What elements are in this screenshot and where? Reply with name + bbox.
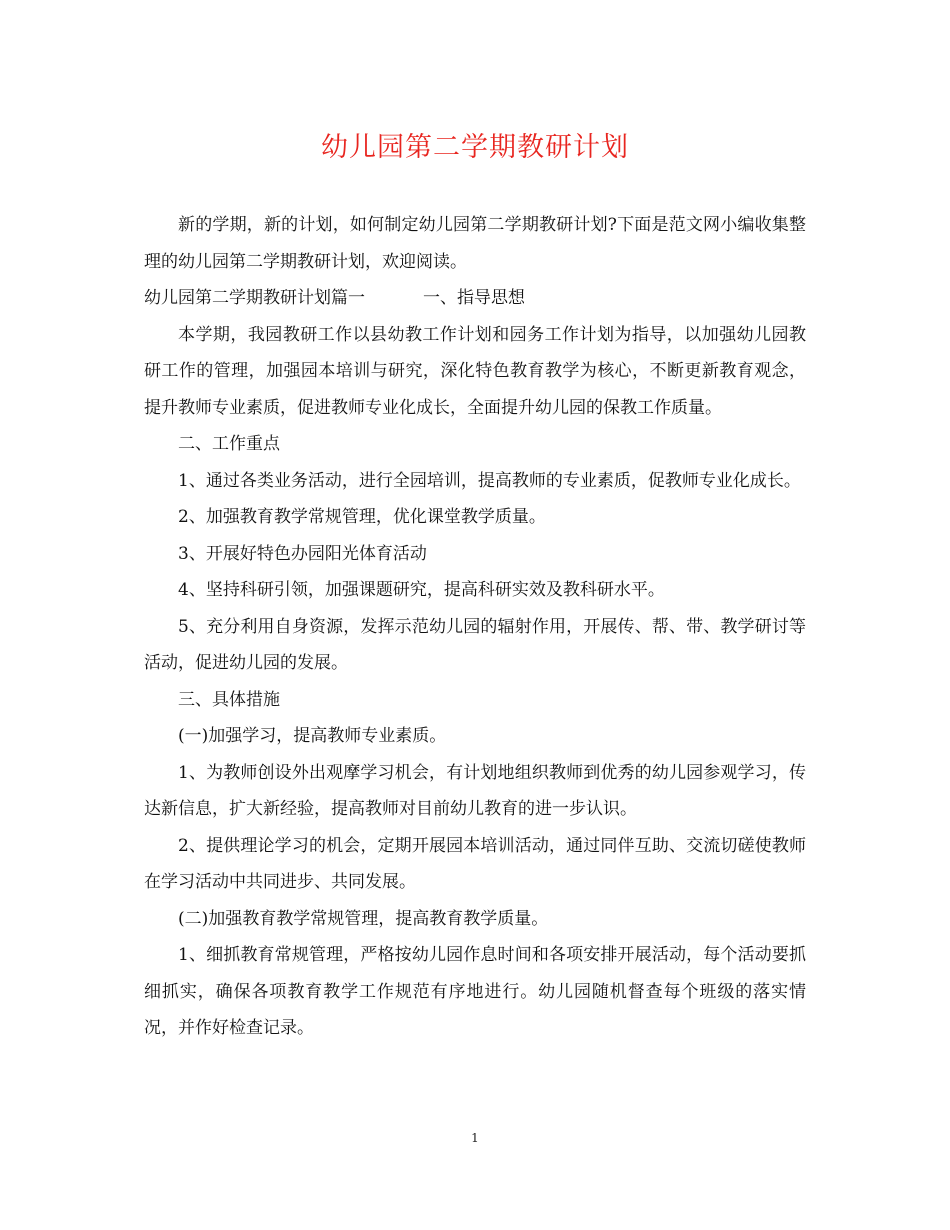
list-item: 1、为教师创设外出观摩学习机会，有计划地组织教师到优秀的幼儿园参观学习，传达新信息，扩大新经验，提高教师对目前幼儿教育的进一步认识。: [144, 762, 806, 819]
page-number: 1: [471, 1131, 479, 1145]
heading-work-focus: 二、工作重点: [178, 434, 280, 454]
subheading-learning: (一)加强学习，提高教师专业素质。: [178, 726, 447, 746]
document-title: 幼儿园第二学期教研计划: [321, 132, 629, 163]
list-item: 2、提供理论学习的机会，定期开展园本培训活动，通过同伴互助、交流切磋使教师在学习活动中共同进步、共同发展。: [144, 835, 806, 892]
paragraph-guiding-thought: 本学期，我园教研工作以县幼教工作计划和园务工作计划为指导，以加强幼儿园教研工作的管理，加强园本培训与研究，深化特色教育教学为核心，不断更新教育观念，提升教师专业素质，促进教师专业化成长，全面提升幼儿园的保教工作质量。: [144, 324, 806, 418]
list-item: 1、通过各类业务活动，进行全园培训，提高教师的专业素质，促教师专业化成长。: [178, 470, 801, 491]
subheading-routine-management: (二)加强教育教学常规管理，提高教育教学质量。: [178, 908, 549, 929]
list-item: 3、开展好特色办园阳光体育活动: [178, 543, 427, 564]
section-heading: [144, 280, 806, 317]
list-item: 2、加强教育教学常规管理，优化课堂教学质量。: [178, 507, 546, 527]
list-item: 4、坚持科研引领，加强课题研究，提高科研实效及教科研水平。: [178, 580, 665, 600]
list-item: 5、充分利用自身资源，发挥示范幼儿园的辐射作用，开展传、帮、带、教学研讨等活动，促进幼儿园的发展。: [144, 616, 806, 673]
section-heading-title: 幼儿园第二学期教研计划篇一: [144, 288, 365, 308]
section-heading-subtitle: 一、指导思想: [423, 288, 525, 308]
document-body: [144, 207, 806, 1047]
list-item: 1、细抓教育常规管理，严格按幼儿园作息时间和各项安排开展活动，每个活动要抓细抓实，确保各项教育教学工作规范有序地进行。幼儿园随机督查每个班级的落实情况，并作好检查记录。: [144, 945, 806, 1038]
intro-paragraph: 新的学期，新的计划，如何制定幼儿园第二学期教研计划?下面是范文网小编收集整理的幼儿园第二学期教研计划，欢迎阅读。: [144, 215, 806, 272]
heading-specific-measures: 三、具体措施: [178, 689, 280, 710]
